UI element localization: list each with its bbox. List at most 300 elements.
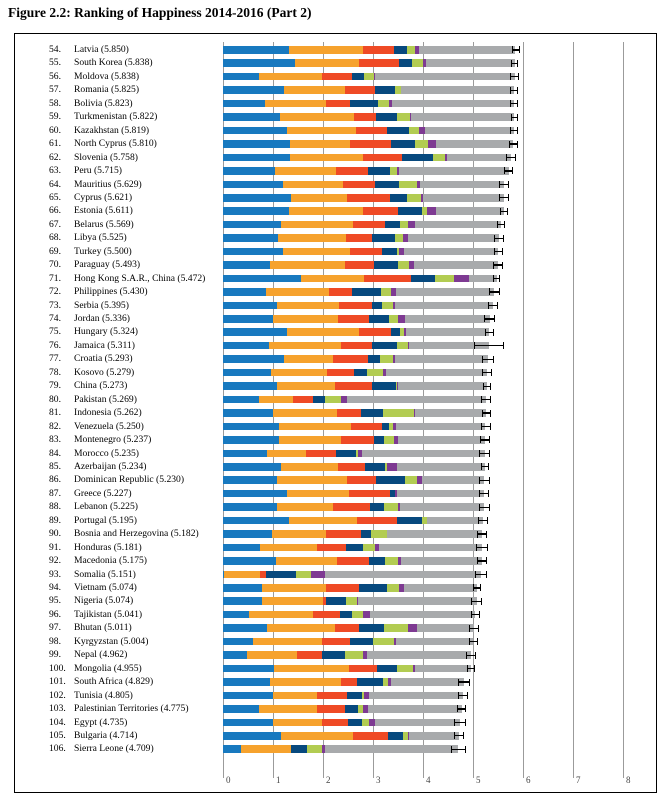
- bar-stack: [223, 638, 473, 646]
- row-country-score: Honduras (5.181): [74, 541, 142, 553]
- bar-segment-7: [426, 59, 515, 67]
- row-country-score: Dominican Republic (5.230): [74, 474, 185, 486]
- chart-row: [15, 514, 656, 527]
- bar-segment-1: [223, 234, 278, 242]
- figure-title: Figure 2.2: Ranking of Happiness 2014-2016 (Part 2): [8, 5, 312, 20]
- row-rank: 73.: [49, 299, 61, 311]
- bar-stack: [223, 302, 493, 310]
- bar-segment-2: [259, 396, 293, 404]
- row-country-score: Greece (5.227): [74, 487, 132, 499]
- bar-segment-7: [395, 355, 488, 363]
- error-bar: [512, 46, 520, 53]
- row-label: [49, 164, 122, 177]
- row-label: [49, 635, 148, 648]
- row-country-score: Hong Kong S.A.R., China (5.472): [74, 272, 206, 284]
- bar-segment-4: [385, 221, 400, 229]
- bar-segment-4: [348, 719, 362, 727]
- error-bar: [479, 504, 490, 511]
- bar-stack: [223, 113, 514, 121]
- chart-row: [15, 164, 656, 177]
- bar-segment-2: [259, 705, 317, 713]
- bar-segment-5: [363, 544, 375, 552]
- bar-segment-5: [367, 369, 383, 377]
- bar-segment-1: [223, 221, 281, 229]
- chart-row: [15, 581, 656, 594]
- bar-stack: [223, 181, 504, 189]
- chart-row: [15, 218, 656, 231]
- bar-segment-4: [291, 745, 307, 753]
- bar-segment-4: [350, 100, 378, 108]
- bar-segment-4: [374, 436, 384, 444]
- chart-row: [15, 729, 656, 742]
- bar-segment-3: [341, 678, 358, 686]
- bar-segment-2: [270, 261, 345, 269]
- bar-segment-4: [402, 154, 432, 162]
- axis-tick-label: 4: [426, 775, 431, 785]
- bar-segment-3: [326, 100, 350, 108]
- bar-segment-3: [317, 705, 345, 713]
- row-label: [49, 245, 132, 258]
- bar-segment-1: [223, 328, 287, 336]
- row-label: [49, 258, 140, 271]
- error-bar: [499, 181, 509, 188]
- bar-segment-2: [269, 342, 341, 350]
- chart-row: [15, 312, 656, 325]
- bar-stack: [223, 597, 477, 605]
- row-country-score: South Korea (5.838): [74, 57, 153, 69]
- bar-segment-3: [353, 221, 385, 229]
- row-label: [49, 70, 139, 83]
- bar-segment-2: [266, 288, 329, 296]
- bar-segment-2: [301, 275, 364, 283]
- bar-segment-3: [347, 476, 376, 484]
- error-bar: [474, 342, 504, 349]
- bar-segment-2: [275, 167, 336, 175]
- bar-segment-1: [223, 113, 280, 121]
- bar-segment-5: [389, 315, 398, 323]
- chart-row: [15, 568, 656, 581]
- bar-segment-2: [283, 248, 350, 256]
- row-country-score: Mongolia (4.955): [74, 662, 142, 674]
- bar-segment-2: [278, 234, 346, 242]
- bar-segment-2: [279, 423, 351, 431]
- bar-segment-1: [223, 396, 259, 404]
- bar-segment-4: [372, 302, 382, 310]
- row-country-score: Belarus (5.569): [74, 218, 134, 230]
- row-label: [49, 366, 134, 379]
- error-bar: [477, 531, 487, 538]
- bar-segment-4: [266, 571, 296, 579]
- error-bar: [471, 598, 482, 605]
- bar-segment-4: [382, 248, 397, 256]
- bar-segment-7: [325, 571, 481, 579]
- bar-segment-5: [296, 571, 311, 579]
- bar-segment-1: [223, 665, 274, 673]
- bar-stack: [223, 624, 474, 632]
- bar-segment-7: [397, 490, 485, 498]
- bar-segment-7: [436, 140, 514, 148]
- bar-segment-7: [379, 544, 482, 552]
- bar-segment-5: [397, 113, 410, 121]
- bar-segment-1: [223, 248, 283, 256]
- bar-segment-6: [408, 624, 417, 632]
- row-rank: 56.: [49, 70, 61, 82]
- row-country-score: Kosovo (5.279): [74, 366, 135, 378]
- row-label: [49, 621, 132, 634]
- bar-segment-5: [415, 140, 428, 148]
- bar-stack: [223, 423, 485, 431]
- bar-stack: [223, 207, 504, 215]
- bar-stack: [223, 382, 487, 390]
- chart-row: [15, 447, 656, 460]
- row-rank: 96.: [49, 608, 61, 620]
- bar-segment-1: [223, 342, 269, 350]
- bar-segment-2: [277, 503, 334, 511]
- bar-segment-4: [376, 113, 397, 121]
- chart-frame: [14, 33, 657, 793]
- bar-segment-5: [345, 651, 363, 659]
- bar-segment-2: [287, 490, 349, 498]
- bar-segment-3: [317, 692, 348, 700]
- chart-row: [15, 231, 656, 244]
- row-country-score: Croatia (5.293): [74, 353, 133, 365]
- chart-row: [15, 110, 656, 123]
- bar-stack: [223, 315, 490, 323]
- bar-stack: [223, 234, 499, 242]
- bar-segment-1: [223, 409, 273, 417]
- chart-row: [15, 460, 656, 473]
- row-label: [49, 124, 149, 137]
- error-bar: [510, 87, 518, 94]
- bar-segment-1: [223, 476, 277, 484]
- bar-segment-7: [401, 557, 482, 565]
- chart-row: [15, 406, 656, 419]
- bar-segment-1: [223, 503, 277, 511]
- row-rank: 69.: [49, 245, 61, 257]
- row-label: [49, 473, 184, 486]
- bar-segment-1: [223, 638, 253, 646]
- error-bar: [481, 423, 491, 430]
- bar-segment-7: [358, 597, 476, 605]
- row-rank: 59.: [49, 111, 61, 123]
- error-bar: [467, 665, 475, 672]
- row-label: [49, 110, 157, 123]
- row-country-score: Vietnam (5.074): [74, 582, 137, 593]
- chart-row: [15, 285, 656, 298]
- bar-segment-5: [435, 275, 454, 283]
- chart-row: [15, 420, 656, 433]
- bar-stack: [223, 692, 463, 700]
- bar-segment-5: [398, 261, 409, 269]
- bar-segment-3: [333, 355, 368, 363]
- bar-segment-1: [223, 167, 275, 175]
- chart-row: [15, 366, 656, 379]
- bar-segment-4: [354, 369, 367, 377]
- bar-segment-6: [387, 463, 396, 471]
- bar-segment-3: [357, 517, 397, 525]
- chart-row: [15, 594, 656, 607]
- row-label: [49, 191, 132, 204]
- bar-segment-4: [340, 611, 353, 619]
- row-rank: 93.: [49, 568, 61, 580]
- chart-row: [15, 124, 656, 137]
- bar-segment-4: [326, 597, 346, 605]
- row-label: [49, 272, 205, 285]
- row-country-score: South Africa (4.829): [74, 676, 154, 688]
- bar-segment-1: [223, 719, 273, 727]
- bar-segment-5: [407, 194, 421, 202]
- bar-segment-4: [368, 167, 391, 175]
- axis-tick-label: 0: [226, 775, 231, 785]
- bar-segment-4: [346, 544, 363, 552]
- error-bar: [488, 302, 498, 309]
- bar-segment-4: [376, 476, 405, 484]
- bar-segment-3: [345, 261, 374, 269]
- row-label: [49, 393, 137, 406]
- chart-row: [15, 43, 656, 56]
- row-country-score: Turkmenistan (5.822): [74, 111, 158, 123]
- bar-segment-2: [271, 369, 328, 377]
- bar-segment-3: [359, 328, 391, 336]
- error-bar: [482, 369, 492, 376]
- bar-segment-7: [436, 207, 504, 215]
- row-country-score: Latvia (5.850): [74, 44, 129, 55]
- bar-segment-5: [387, 584, 399, 592]
- bar-stack: [223, 396, 486, 404]
- bar-segment-7: [415, 409, 487, 417]
- bar-segment-2: [277, 476, 347, 484]
- row-country-score: Libya (5.525): [74, 232, 127, 244]
- row-rank: 95.: [49, 595, 61, 607]
- row-rank: 61.: [49, 138, 61, 150]
- chart-row: [15, 258, 656, 271]
- bar-segment-6: [398, 315, 405, 323]
- bar-segment-4: [372, 342, 397, 350]
- bar-stack: [223, 342, 489, 350]
- bar-segment-1: [223, 288, 266, 296]
- bar-segment-4: [357, 678, 383, 686]
- bar-stack: [223, 678, 464, 686]
- row-country-score: Tajikistan (5.041): [74, 608, 143, 620]
- error-bar: [493, 275, 500, 282]
- bar-segment-5: [385, 557, 398, 565]
- bar-segment-4: [375, 86, 394, 94]
- bar-stack: [223, 328, 489, 336]
- row-country-score: Egypt (4.735): [74, 716, 128, 728]
- error-bar: [481, 463, 489, 470]
- error-bar: [478, 517, 488, 524]
- bar-segment-7: [415, 221, 501, 229]
- chart-row: [15, 621, 656, 634]
- bar-segment-2: [287, 328, 359, 336]
- bar-segment-3: [306, 450, 336, 458]
- row-label: [49, 178, 142, 191]
- bar-segment-2: [267, 450, 306, 458]
- row-rank: 58.: [49, 97, 61, 109]
- bar-stack: [223, 517, 483, 525]
- chart-row: [15, 191, 656, 204]
- row-rank: 106.: [49, 743, 66, 755]
- bar-segment-3: [346, 234, 372, 242]
- bar-segment-2: [281, 732, 353, 740]
- row-rank: 75.: [49, 326, 61, 338]
- bar-segment-4: [390, 194, 408, 202]
- bar-segment-7: [414, 261, 498, 269]
- row-label: [49, 299, 129, 312]
- row-label: [49, 420, 144, 433]
- bar-segment-1: [223, 382, 277, 390]
- row-label: [49, 460, 146, 473]
- bar-segment-2: [241, 745, 290, 753]
- bar-stack: [223, 611, 475, 619]
- bar-segment-7: [362, 450, 485, 458]
- error-bar: [458, 679, 470, 686]
- bar-stack: [223, 59, 515, 67]
- error-bar: [509, 141, 518, 148]
- bar-segment-3: [350, 248, 382, 256]
- bar-segment-3: [337, 409, 362, 417]
- bar-segment-7: [427, 517, 482, 525]
- bar-stack: [223, 127, 514, 135]
- bar-segment-4: [322, 651, 345, 659]
- bar-segment-1: [223, 611, 249, 619]
- bar-segment-5: [395, 234, 403, 242]
- row-label: [49, 568, 136, 581]
- bar-stack: [223, 167, 509, 175]
- row-label: [49, 554, 147, 567]
- bar-segment-7: [409, 732, 459, 740]
- chart-row: [15, 325, 656, 338]
- bar-stack: [223, 530, 482, 538]
- bar-segment-4: [368, 355, 381, 363]
- chart-row: [15, 500, 656, 513]
- row-label: [49, 500, 138, 513]
- bar-segment-7: [375, 719, 460, 727]
- row-rank: 68.: [49, 232, 61, 244]
- row-rank: 71.: [49, 272, 61, 284]
- bar-segment-4: [352, 288, 381, 296]
- bar-segment-3: [293, 396, 313, 404]
- bar-segment-5: [383, 409, 414, 417]
- bar-segment-5: [400, 221, 408, 229]
- bar-segment-5: [407, 46, 415, 54]
- row-country-score: Cyprus (5.621): [74, 191, 133, 203]
- bar-segment-4: [361, 530, 371, 538]
- bar-segment-4: [377, 665, 397, 673]
- bar-segment-3: [329, 288, 352, 296]
- row-rank: 76.: [49, 339, 61, 351]
- row-rank: 62.: [49, 151, 61, 163]
- bar-segment-4: [372, 382, 396, 390]
- row-country-score: North Cyprus (5.810): [74, 138, 157, 150]
- row-label: [49, 312, 130, 325]
- bar-segment-7: [398, 382, 486, 390]
- error-bar: [510, 73, 519, 80]
- row-label: [49, 352, 133, 365]
- row-rank: 94.: [49, 582, 61, 593]
- bar-segment-7: [425, 127, 514, 135]
- bar-segment-2: [290, 140, 349, 148]
- error-bar: [466, 652, 476, 659]
- row-rank: 60.: [49, 124, 61, 136]
- bar-segment-1: [223, 651, 247, 659]
- bar-segment-4: [398, 207, 422, 215]
- bar-segment-4: [345, 705, 358, 713]
- bar-stack: [223, 73, 515, 81]
- bar-segment-1: [223, 140, 290, 148]
- bar-segment-3: [326, 584, 359, 592]
- bar-segment-7: [408, 234, 500, 242]
- row-country-score: Paraguay (5.493): [74, 259, 141, 271]
- bar-segment-1: [223, 355, 284, 363]
- chart-row: [15, 245, 656, 258]
- row-label: [49, 447, 139, 460]
- bar-segment-7: [401, 86, 514, 94]
- row-label: [49, 729, 137, 742]
- bar-stack: [223, 355, 488, 363]
- bar-segment-7: [325, 745, 458, 753]
- bar-segment-2: [289, 46, 363, 54]
- bar-segment-1: [223, 745, 241, 753]
- bar-segment-7: [367, 651, 471, 659]
- row-country-score: Nigeria (5.074): [74, 595, 134, 607]
- bar-segment-2: [272, 530, 325, 538]
- bar-segment-5: [433, 154, 445, 162]
- row-label: [49, 487, 132, 500]
- bar-segment-3: [335, 624, 359, 632]
- bar-segment-1: [223, 369, 271, 377]
- bar-stack: [223, 476, 484, 484]
- error-bar: [473, 584, 481, 591]
- bar-segment-3: [363, 207, 398, 215]
- bar-segment-7: [368, 705, 462, 713]
- row-rank: 66.: [49, 205, 61, 217]
- chart-row: [15, 648, 656, 661]
- bar-segment-4: [387, 127, 409, 135]
- bar-segment-2: [289, 517, 357, 525]
- bar-segment-3: [337, 557, 369, 565]
- bar-segment-2: [291, 194, 348, 202]
- row-rank: 101.: [49, 676, 66, 688]
- row-country-score: Peru (5.715): [74, 165, 122, 177]
- row-country-score: Bulgaria (4.714): [74, 729, 138, 741]
- row-label: [49, 204, 133, 217]
- bar-segment-2: [260, 544, 317, 552]
- bar-segment-3: [313, 611, 340, 619]
- bar-stack: [223, 719, 460, 727]
- bar-segment-3: [333, 503, 370, 511]
- bar-stack: [223, 544, 482, 552]
- bar-segment-5: [397, 665, 414, 673]
- row-label: [49, 742, 154, 755]
- error-bar: [506, 154, 516, 161]
- bar-segment-1: [223, 463, 281, 471]
- bar-segment-2: [273, 409, 337, 417]
- error-bar: [499, 194, 509, 201]
- row-rank: 88.: [49, 501, 61, 513]
- bar-segment-4: [391, 328, 400, 336]
- bar-segment-2: [270, 678, 341, 686]
- bar-segment-7: [396, 423, 486, 431]
- chart-row: [15, 527, 656, 540]
- bar-segment-2: [284, 86, 345, 94]
- error-bar: [476, 544, 488, 551]
- error-bar: [457, 705, 466, 712]
- bar-stack: [223, 651, 471, 659]
- bar-segment-7: [396, 638, 473, 646]
- chart-row: [15, 635, 656, 648]
- row-label: [49, 581, 137, 594]
